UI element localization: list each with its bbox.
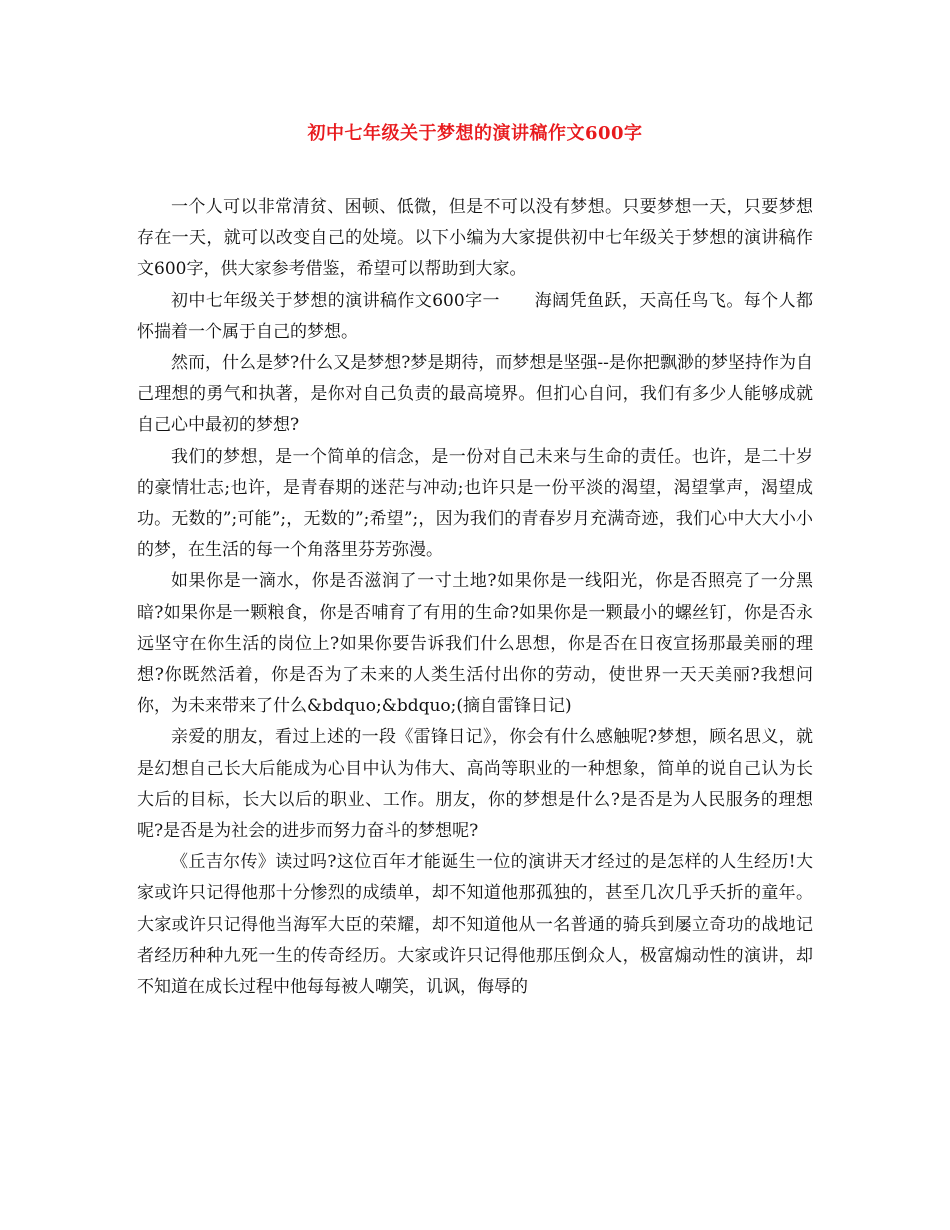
paragraph-5: 如果你是一滴水，你是否滋润了一寸土地?如果你是一线阳光，你是否照亮了一分黑暗?如果你是一颗粮食，你是否哺育了有用的生命?如果你是一颗最小的螺丝钉，你是否永远坚守在你生活的岗位上?如果你要告诉我们什么思想，你是否在日夜宣扬那最美丽的理想?你既然活着，你是否为了未来的人类生活付出你的劳动，使世界一天天美丽?我想问你，为未来带来了什么&bdquo;&bdquo;(摘自雷锋日记) <box>137 571 813 717</box>
paragraph-6: 亲爱的朋友，看过上述的一段《雷锋日记》，你会有什么感触呢?梦想，顾名思义，就是幻想自己长大后能成为心目中认为伟大、高尚等职业的一种想象，简单的说自己认为长大后的目标，长大以后的职业、工作。朋友，你的梦想是什么?是否是为人民服务的理想呢?是否是为社会的进步而努力奋斗的梦想呢? <box>137 727 813 842</box>
paragraph-7: 《丘吉尔传》读过吗?这位百年才能诞生一位的演讲天才经过的是怎样的人生经历!大家或许只记得他那十分惨烈的成绩单，却不知道他那孤独的，甚至几次几乎夭折的童年。大家或许只记得他当海军大臣的荣耀，却不知道他从一名普通的骑兵到屡立奇功的战地记者经历种种九死一生的传奇经历。大家或许只记得他那压倒众人，极富煽动性的演讲，却不知道在成长过程中他每每被人嘲笑，讥讽，侮辱的 <box>137 852 813 998</box>
paragraph-1: 一个人可以非常清贫、困顿、低微，但是不可以没有梦想。只要梦想一天，只要梦想存在一天，就可以改变自己的处境。以下小编为大家提供初中七年级关于梦想的演讲稿作文600字，供大家参考借鉴，希望可以帮助到大家。 <box>137 197 813 280</box>
document-title: 初中七年级关于梦想的演讲稿作文600字 <box>307 123 643 144</box>
paragraph-2: 初中七年级关于梦想的演讲稿作文600字一 海阔凭鱼跃，天高任鸟飞。每个人都怀揣着一个属于自己的梦想。 <box>137 290 813 342</box>
paragraph-3: 然而，什么是梦?什么又是梦想?梦是期待，而梦想是坚强--是你把飘渺的梦坚持作为自己理想的勇气和执著，是你对自己负责的最高境界。但扪心自问，我们有多少人能够成就自己心中最初的梦想? <box>137 353 813 436</box>
document-body <box>137 192 813 1003</box>
paragraph-4: 我们的梦想，是一个简单的信念，是一份对自己未来与生命的责任。也许，是二十岁的豪情壮志;也许，是青春期的迷茫与冲动;也许只是一份平淡的渴望，渴望掌声，渴望成功。无数的”;可能”;，无数的”;希望”;，因为我们的青春岁月充满奇迹，我们心中大大小小的梦，在生活的每一个角落里芬芳弥漫。 <box>137 446 813 561</box>
